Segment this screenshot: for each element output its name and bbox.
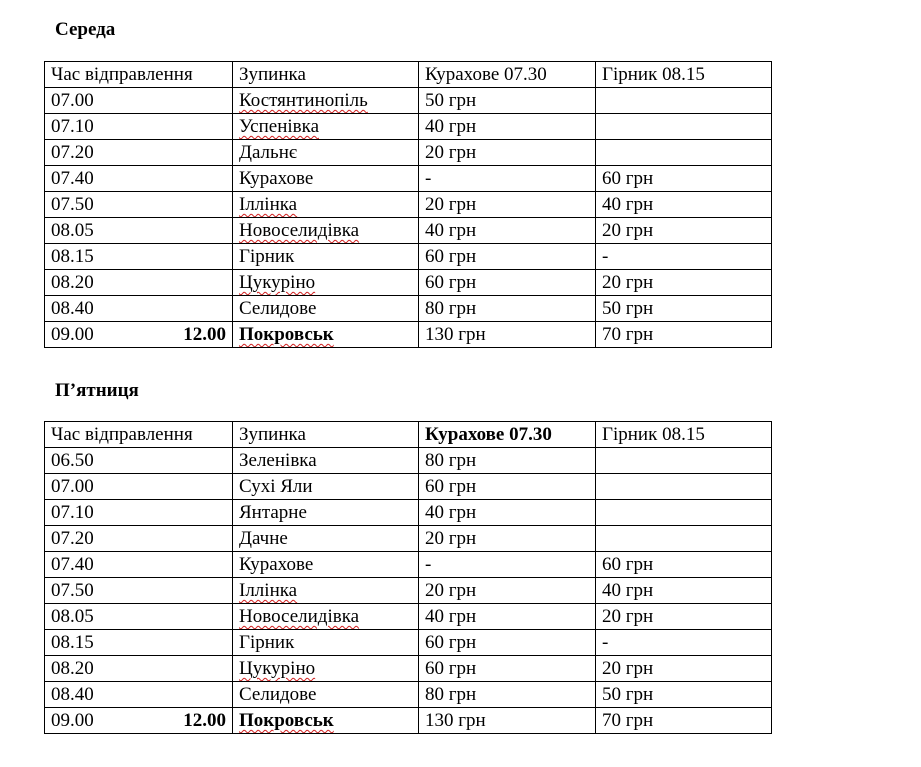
time-cell: 08.05 — [45, 604, 233, 630]
price-kurakhove-cell: 60 грн — [419, 656, 596, 682]
price-hirnyk-cell: 40 грн — [596, 578, 772, 604]
price-kurakhove-cell: 80 грн — [419, 296, 596, 322]
price-kurakhove-cell: 40 грн — [419, 218, 596, 244]
stop-cell: Покровськ — [233, 322, 419, 348]
table-row — [45, 656, 772, 682]
stop-cell: Гірник — [233, 630, 419, 656]
price-hirnyk-cell — [596, 88, 772, 114]
price-kurakhove-cell: 20 грн — [419, 526, 596, 552]
price-kurakhove-cell: 80 грн — [419, 682, 596, 708]
table-row — [45, 244, 772, 270]
stop-cell: Селидове — [233, 682, 419, 708]
price-kurakhove-cell: 60 грн — [419, 270, 596, 296]
time-cell: 09.00 12.00 — [45, 708, 233, 734]
price-hirnyk-cell: 70 грн — [596, 708, 772, 734]
price-kurakhove-cell: 20 грн — [419, 140, 596, 166]
table-row — [45, 630, 772, 656]
stop-cell: Іллінка — [233, 578, 419, 604]
price-kurakhove-cell: - — [419, 552, 596, 578]
price-kurakhove-cell: 20 грн — [419, 578, 596, 604]
price-hirnyk-cell: 60 грн — [596, 552, 772, 578]
price-hirnyk-cell: 20 грн — [596, 218, 772, 244]
stop-cell: Цукуріно — [233, 270, 419, 296]
time-cell: 08.40 — [45, 296, 233, 322]
time-cell: 07.20 — [45, 140, 233, 166]
table-row — [45, 604, 772, 630]
stop-cell: Дачне — [233, 526, 419, 552]
price-kurakhove-cell: 60 грн — [419, 474, 596, 500]
schedule-table-friday — [44, 421, 772, 734]
time-cell: 07.50 — [45, 192, 233, 218]
time-cell: 07.00 — [45, 88, 233, 114]
price-hirnyk-cell: - — [596, 244, 772, 270]
price-kurakhove-cell: 80 грн — [419, 448, 596, 474]
return-time: 12.00 — [183, 710, 226, 731]
price-hirnyk-cell — [596, 448, 772, 474]
time-cell: 09.00 12.00 — [45, 322, 233, 348]
table-row — [45, 140, 772, 166]
price-hirnyk-cell: 20 грн — [596, 656, 772, 682]
stop-cell: Дальнє — [233, 140, 419, 166]
header-departure-time: Час відправлення — [45, 62, 233, 88]
price-hirnyk-cell: 60 грн — [596, 166, 772, 192]
price-hirnyk-cell: 40 грн — [596, 192, 772, 218]
time-cell: 07.20 — [45, 526, 233, 552]
stop-cell: Гірник — [233, 244, 419, 270]
price-kurakhove-cell: 130 грн — [419, 708, 596, 734]
return-time: 12.00 — [183, 324, 226, 345]
table-row — [45, 474, 772, 500]
table-row — [45, 500, 772, 526]
time-cell: 08.05 — [45, 218, 233, 244]
price-hirnyk-cell: 50 грн — [596, 296, 772, 322]
time-cell: 08.15 — [45, 630, 233, 656]
table-row — [45, 192, 772, 218]
stop-cell: Покровськ — [233, 708, 419, 734]
time-cell: 08.20 — [45, 270, 233, 296]
price-hirnyk-cell: 50 грн — [596, 682, 772, 708]
stop-cell: Янтарне — [233, 500, 419, 526]
table-row — [45, 296, 772, 322]
stop-cell: Курахове — [233, 166, 419, 192]
table-row — [45, 552, 772, 578]
price-hirnyk-cell: 20 грн — [596, 270, 772, 296]
price-kurakhove-cell: - — [419, 166, 596, 192]
stop-cell: Цукуріно — [233, 656, 419, 682]
price-kurakhove-cell: 40 грн — [419, 114, 596, 140]
header-departure-time: Час відправлення — [45, 422, 233, 448]
time-cell: 06.50 — [45, 448, 233, 474]
table-header-row — [45, 422, 772, 448]
time-cell: 07.50 — [45, 578, 233, 604]
table-header-row — [45, 62, 772, 88]
price-kurakhove-cell: 60 грн — [419, 244, 596, 270]
table-row — [45, 166, 772, 192]
stop-cell: Зеленівка — [233, 448, 419, 474]
price-hirnyk-cell — [596, 114, 772, 140]
price-hirnyk-cell — [596, 140, 772, 166]
stop-cell: Новоселидівка — [233, 218, 419, 244]
time-cell: 08.15 — [45, 244, 233, 270]
table-row — [45, 322, 772, 348]
stop-cell: Новоселидівка — [233, 604, 419, 630]
price-hirnyk-cell — [596, 526, 772, 552]
stop-cell: Курахове — [233, 552, 419, 578]
table-row — [45, 114, 772, 140]
price-kurakhove-cell: 20 грн — [419, 192, 596, 218]
section-title-friday: П’ятниця — [55, 380, 139, 401]
table-row — [45, 682, 772, 708]
table-row — [45, 708, 772, 734]
stop-cell: Селидове — [233, 296, 419, 322]
price-kurakhove-cell: 60 грн — [419, 630, 596, 656]
schedule-table-wednesday — [44, 61, 772, 348]
table-row — [45, 270, 772, 296]
table-row — [45, 578, 772, 604]
header-stop: Зупинка — [233, 422, 419, 448]
header-kurakhove: Курахове 07.30 — [419, 62, 596, 88]
time-cell: 08.40 — [45, 682, 233, 708]
stop-cell: Костянтинопіль — [233, 88, 419, 114]
time-cell: 07.40 — [45, 552, 233, 578]
time-cell: 07.10 — [45, 114, 233, 140]
table-row — [45, 448, 772, 474]
section-title-wednesday: Середа — [55, 19, 116, 40]
price-hirnyk-cell: 70 грн — [596, 322, 772, 348]
table-row — [45, 88, 772, 114]
header-stop: Зупинка — [233, 62, 419, 88]
price-hirnyk-cell: 20 грн — [596, 604, 772, 630]
price-hirnyk-cell — [596, 500, 772, 526]
header-kurakhove: Курахове 07.30 — [419, 422, 596, 448]
stop-cell: Іллінка — [233, 192, 419, 218]
price-kurakhove-cell: 50 грн — [419, 88, 596, 114]
time-cell: 08.20 — [45, 656, 233, 682]
table-row — [45, 218, 772, 244]
stop-cell: Сухі Яли — [233, 474, 419, 500]
price-hirnyk-cell: - — [596, 630, 772, 656]
price-kurakhove-cell: 40 грн — [419, 604, 596, 630]
price-hirnyk-cell — [596, 474, 772, 500]
time-cell: 07.10 — [45, 500, 233, 526]
price-kurakhove-cell: 40 грн — [419, 500, 596, 526]
header-hirnyk: Гірник 08.15 — [596, 62, 772, 88]
header-hirnyk: Гірник 08.15 — [596, 422, 772, 448]
time-cell: 07.00 — [45, 474, 233, 500]
table-row — [45, 526, 772, 552]
time-cell: 07.40 — [45, 166, 233, 192]
price-kurakhove-cell: 130 грн — [419, 322, 596, 348]
stop-cell: Успенівка — [233, 114, 419, 140]
